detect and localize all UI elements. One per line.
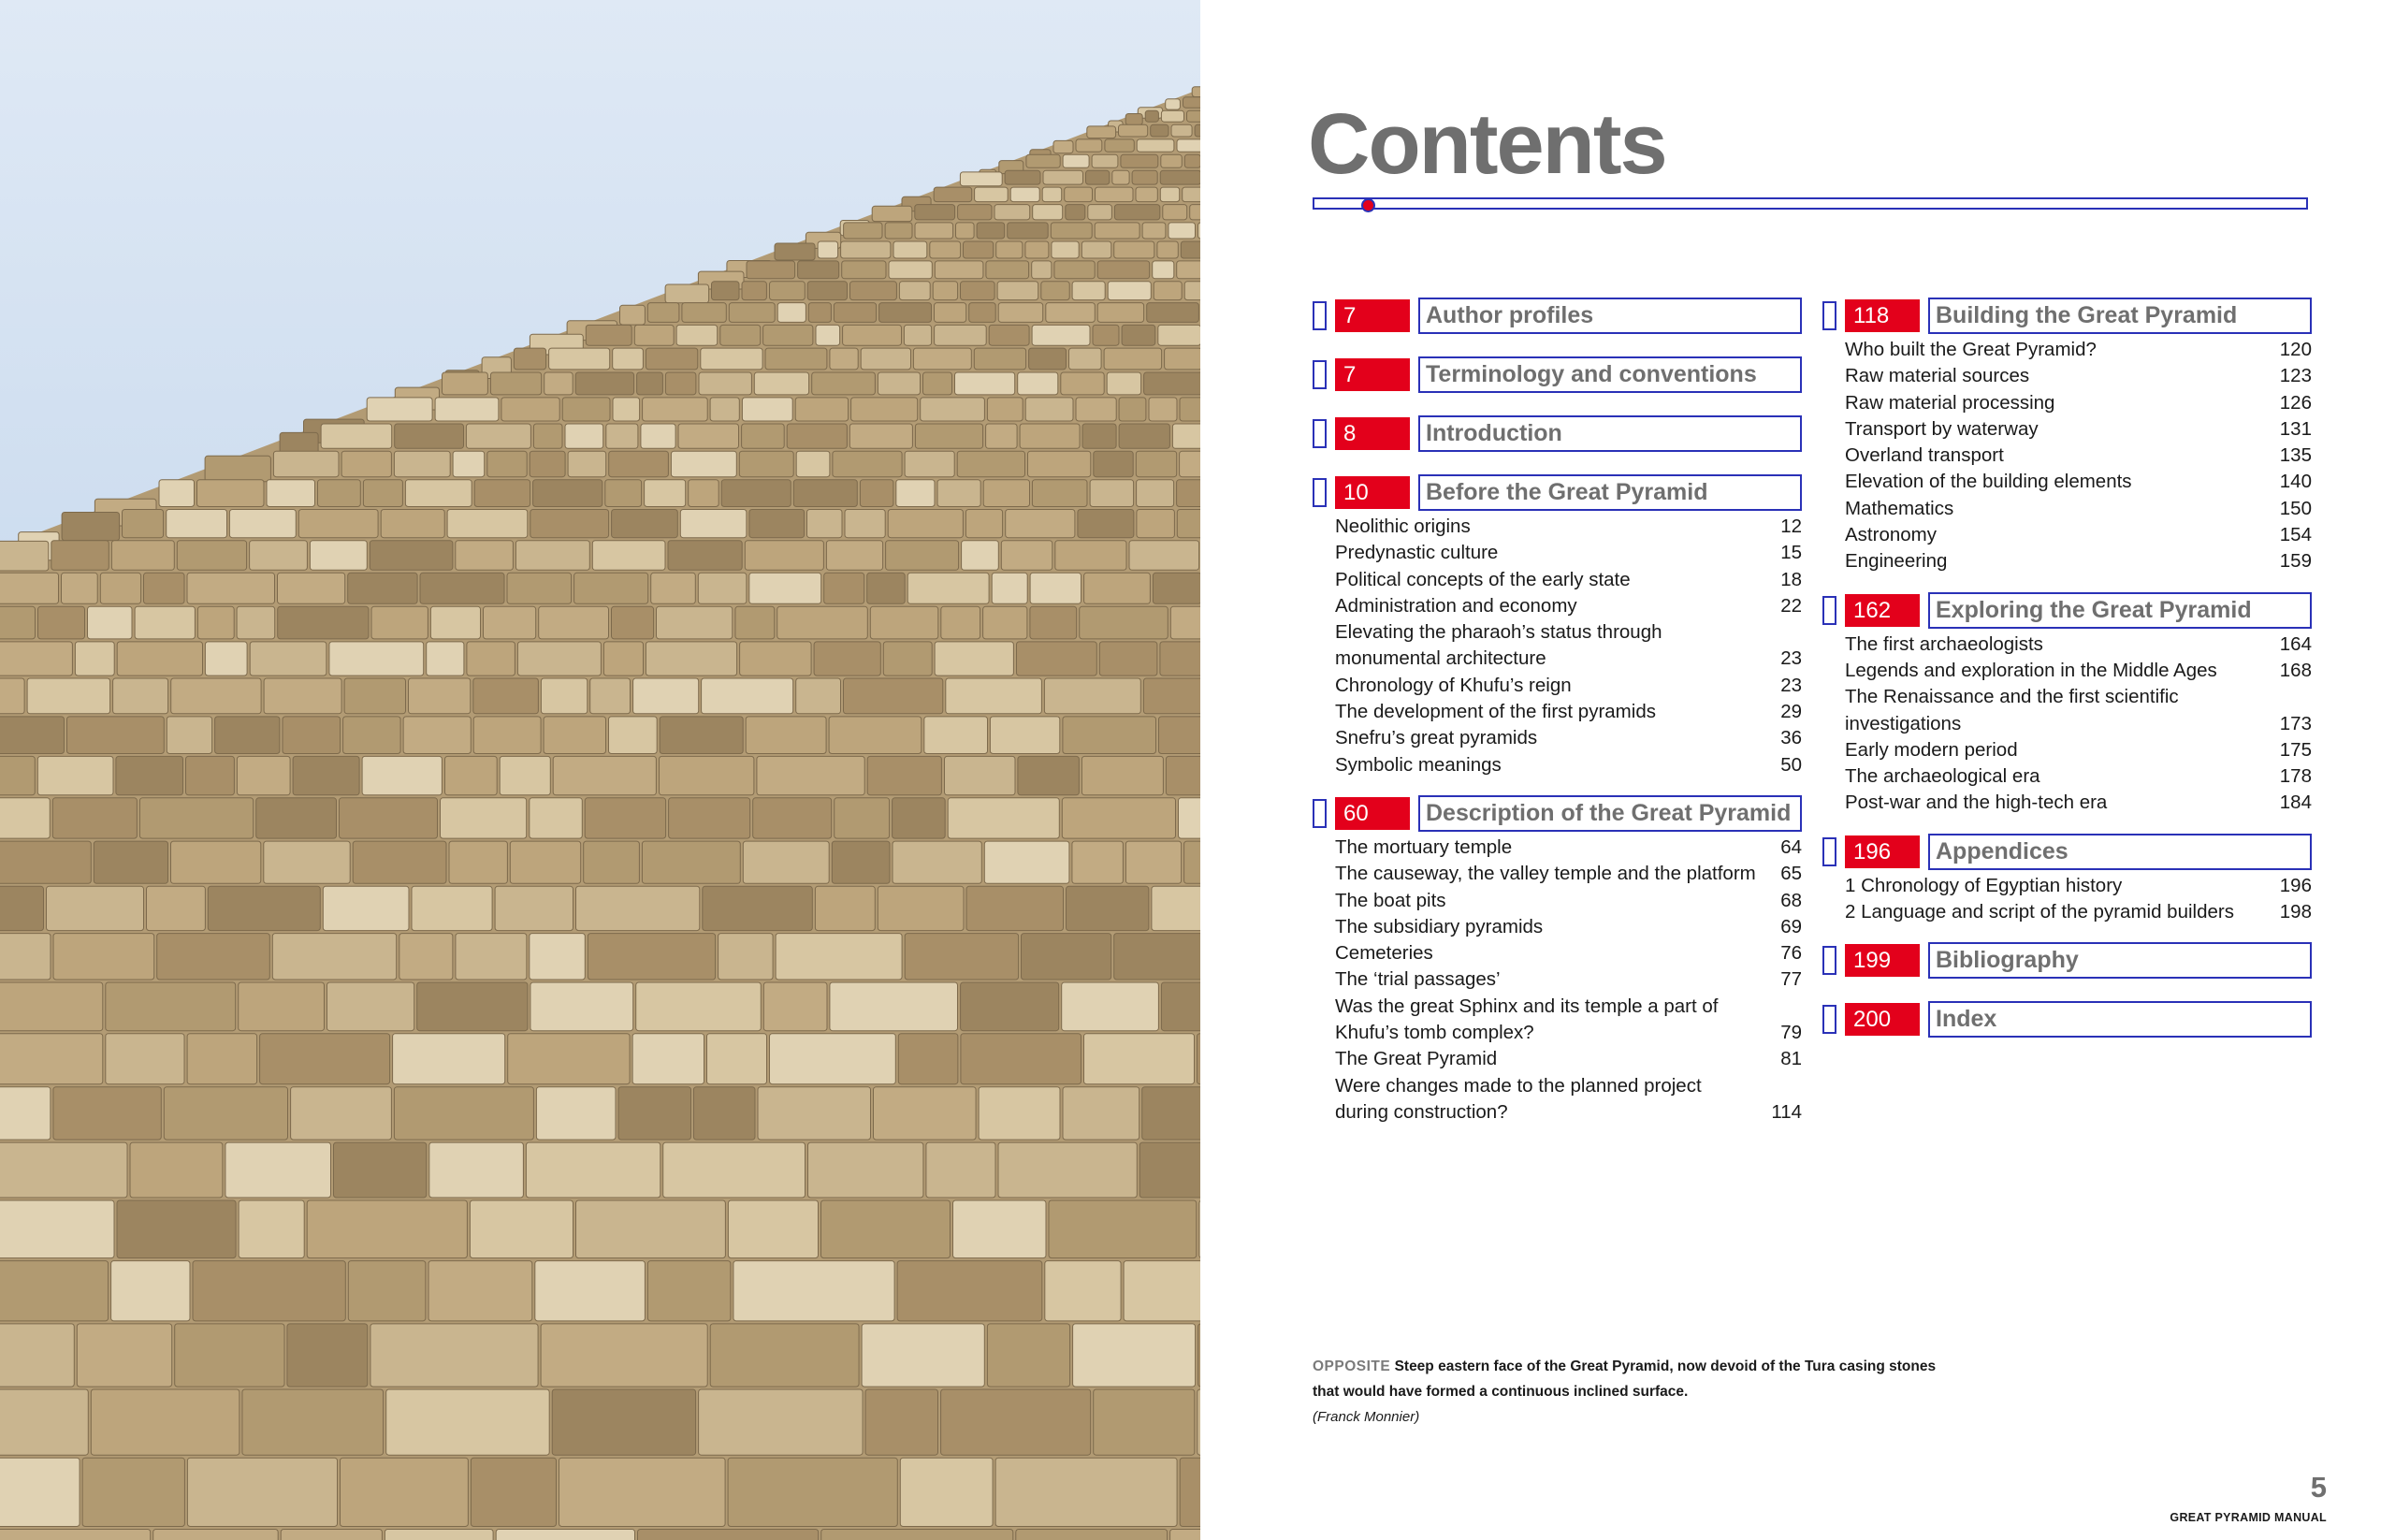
entry-title: Who built the Great Pyramid? [1845, 339, 2097, 360]
section-tick-mark [1822, 1005, 1836, 1034]
section-title: Terminology and conventions [1418, 356, 1802, 393]
contents-column-left [1313, 298, 1808, 1142]
section-entries [1822, 337, 2318, 575]
entry-page: 178 [2279, 765, 2312, 788]
section-tick-mark [1822, 596, 1836, 625]
running-footer: GREAT PYRAMID MANUAL [2170, 1511, 2327, 1524]
toc-entry[interactable] [1845, 363, 2312, 389]
section-heading[interactable] [1822, 298, 2318, 333]
toc-entry[interactable] [1845, 443, 2312, 469]
section-page-number: 60 [1335, 797, 1410, 830]
toc-entry[interactable] [1845, 790, 2312, 816]
entry-title: Neolithic origins [1335, 516, 1471, 537]
toc-entry[interactable] [1845, 763, 2312, 790]
section-heading[interactable] [1313, 415, 1808, 451]
toc-entry[interactable] [1335, 514, 1802, 540]
entry-title: Political concepts of the early state [1335, 568, 1631, 590]
entry-title: The Renaissance and the first scientific investigations [1845, 686, 2179, 734]
entry-page: 79 [1780, 1022, 1802, 1044]
entry-page: 114 [1771, 1100, 1802, 1123]
toc-entry[interactable] [1845, 548, 2312, 574]
toc-entry[interactable] [1845, 899, 2312, 925]
caption-credit: (Franck Monnier) [1313, 1409, 1420, 1425]
section-entries [1822, 873, 2318, 926]
section-tick-mark [1822, 301, 1836, 330]
entry-page: 64 [1780, 835, 1802, 858]
entry-title: 1 Chronology of Egyptian history [1845, 874, 2123, 896]
entry-page: 15 [1780, 542, 1802, 564]
section-page-number: 8 [1335, 417, 1410, 450]
section-title: Exploring the Great Pyramid [1928, 592, 2312, 629]
section-page-number: 199 [1845, 944, 1920, 977]
section-page-number: 7 [1335, 299, 1410, 332]
page-number: 5 [2310, 1471, 2327, 1504]
toc-entry[interactable] [1845, 873, 2312, 899]
entry-page: 159 [2279, 550, 2312, 573]
toc-entry[interactable] [1335, 673, 1802, 699]
section-spacer [1313, 333, 1808, 356]
toc-entry[interactable] [1335, 914, 1802, 940]
entry-title: Elevating the pharaoh’s status through monumental architecture [1335, 621, 1662, 670]
section-title: Author profiles [1418, 298, 1802, 334]
entry-page: 120 [2279, 339, 2312, 360]
section-spacer [1313, 392, 1808, 415]
entry-page: 50 [1780, 753, 1802, 776]
entry-page: 196 [2279, 874, 2312, 896]
entry-title: Early modern period [1845, 738, 2018, 761]
toc-entry[interactable] [1335, 966, 1802, 993]
section-spacer [1822, 978, 2318, 1001]
entry-page: 23 [1780, 674, 1802, 696]
entry-title: Legends and exploration in the Middle Ages [1845, 659, 2217, 681]
section-tick-mark [1313, 301, 1327, 330]
toc-entry[interactable] [1845, 416, 2312, 443]
toc-entry[interactable] [1335, 567, 1802, 593]
toc-entry[interactable] [1845, 684, 2312, 737]
entry-page: 76 [1780, 942, 1802, 965]
entry-page: 22 [1780, 594, 1802, 617]
toc-entry[interactable] [1845, 390, 2312, 416]
entry-title: Symbolic meanings [1335, 753, 1502, 776]
section-tick-mark [1313, 419, 1327, 448]
entry-title: Raw material sources [1845, 365, 2030, 387]
entry-title: Overland transport [1845, 444, 2004, 467]
toc-entry[interactable] [1335, 752, 1802, 778]
entry-page: 81 [1780, 1048, 1802, 1070]
entry-page: 173 [2279, 712, 2312, 734]
section-title: Index [1928, 1001, 2312, 1038]
section-title: Building the Great Pyramid [1928, 298, 2312, 334]
entry-title: 2 Language and script of the pyramid builders [1845, 901, 2234, 923]
section-tick-mark [1313, 799, 1327, 828]
entry-page: 164 [2279, 632, 2312, 655]
section-heading[interactable] [1822, 942, 2318, 978]
entry-page: 126 [2279, 391, 2312, 414]
contents-column-right [1822, 298, 2318, 1060]
entry-title: Predynastic culture [1335, 542, 1499, 564]
entry-title: The mortuary temple [1335, 835, 1513, 858]
entry-page: 150 [2279, 497, 2312, 519]
entry-title: Post-war and the high-tech era [1845, 792, 2108, 814]
section-tick-mark [1313, 360, 1327, 389]
section-title: Description of the Great Pyramid [1418, 795, 1802, 832]
toc-entry[interactable] [1335, 593, 1802, 619]
caption-text: Steep eastern face of the Great Pyramid, now devoid of the Tura casing stones that would have formed a continuous inclined surface. [1313, 1358, 1937, 1400]
section-page-number: 200 [1845, 1003, 1920, 1036]
section-title: Appendices [1928, 834, 2312, 870]
entry-title: Engineering [1845, 550, 1948, 573]
contents-page [1200, 0, 2395, 1540]
section-title: Introduction [1418, 415, 1802, 452]
entry-page: 12 [1780, 516, 1802, 537]
section-heading[interactable] [1313, 795, 1808, 831]
entry-page: 29 [1780, 701, 1802, 723]
section-page-number: 10 [1335, 476, 1410, 509]
entry-title: The ‘trial passages’ [1335, 968, 1501, 991]
entry-page: 18 [1780, 568, 1802, 590]
toc-entry[interactable] [1335, 835, 1802, 861]
entry-page: 65 [1780, 863, 1802, 885]
section-title: Before the Great Pyramid [1418, 474, 1802, 511]
section-page-number: 162 [1845, 594, 1920, 627]
title-rule [1313, 197, 2308, 210]
toc-entry[interactable] [1845, 496, 2312, 522]
section-entries [1313, 835, 1808, 1126]
toc-entry[interactable] [1335, 619, 1802, 673]
entry-title: The archaeological era [1845, 765, 2040, 788]
entry-page: 69 [1780, 915, 1802, 937]
entry-title: Cemeteries [1335, 942, 1433, 965]
entry-title: The Great Pyramid [1335, 1048, 1498, 1070]
entry-page: 77 [1780, 968, 1802, 991]
entry-title: Was the great Sphinx and its temple a part of Khufu’s tomb complex? [1335, 995, 1719, 1044]
toc-entry[interactable] [1335, 861, 1802, 887]
section-heading[interactable] [1313, 356, 1808, 392]
entry-title: Raw material processing [1845, 391, 2055, 414]
entry-title: The boat pits [1335, 889, 1446, 911]
toc-entry[interactable] [1335, 725, 1802, 751]
entry-title: Snefru’s great pyramids [1335, 727, 1538, 749]
photo-caption [1313, 1354, 1949, 1430]
section-title: Bibliography [1928, 942, 2312, 979]
toc-entry[interactable] [1335, 940, 1802, 966]
entry-title: The development of the first pyramids [1335, 701, 1656, 723]
caption-tag: OPPOSITE [1313, 1358, 1391, 1374]
entry-title: Elevation of the building elements [1845, 471, 2132, 493]
toc-entry[interactable] [1335, 699, 1802, 725]
entry-title: Were changes made to the planned project during construction? [1335, 1074, 1702, 1123]
entry-title: Mathematics [1845, 497, 1954, 519]
entry-page: 123 [2279, 365, 2312, 387]
section-spacer [1822, 1037, 2318, 1060]
section-page-number: 118 [1845, 299, 1920, 332]
toc-entry[interactable] [1335, 1073, 1802, 1126]
entry-page: 23 [1780, 647, 1802, 670]
entry-page: 131 [2279, 417, 2312, 440]
toc-entry[interactable] [1845, 737, 2312, 763]
entry-page: 68 [1780, 889, 1802, 911]
section-tick-mark [1313, 478, 1327, 507]
section-heading[interactable] [1822, 1001, 2318, 1037]
entry-title: The causeway, the valley temple and the platform [1335, 863, 1756, 885]
entry-page: 184 [2279, 792, 2312, 814]
page-title: Contents [1308, 96, 1666, 192]
entry-title: Astronomy [1845, 524, 1937, 546]
entry-page: 168 [2279, 659, 2312, 681]
toc-entry[interactable] [1335, 994, 1802, 1047]
section-heading[interactable] [1313, 298, 1808, 333]
entry-page: 154 [2279, 524, 2312, 546]
toc-entry[interactable] [1845, 522, 2312, 548]
toc-entry[interactable] [1845, 469, 2312, 495]
section-tick-mark [1822, 837, 1836, 866]
title-rule-marker [1361, 198, 1375, 212]
entry-title: Administration and economy [1335, 594, 1577, 617]
entry-page: 36 [1780, 727, 1802, 749]
entry-page: 198 [2279, 901, 2312, 923]
section-entries [1822, 632, 2318, 817]
section-heading[interactable] [1822, 834, 2318, 869]
entry-title: Chronology of Khufu’s reign [1335, 674, 1572, 696]
section-heading[interactable] [1313, 474, 1808, 510]
section-tick-mark [1822, 946, 1836, 975]
section-entries [1313, 514, 1808, 778]
entry-title: The subsidiary pyramids [1335, 915, 1544, 937]
toc-entry[interactable] [1335, 888, 1802, 914]
section-spacer [1313, 451, 1808, 474]
toc-entry[interactable] [1845, 658, 2312, 684]
toc-entry[interactable] [1335, 540, 1802, 566]
section-page-number: 7 [1335, 358, 1410, 391]
toc-entry[interactable] [1845, 632, 2312, 658]
entry-page: 140 [2279, 471, 2312, 493]
section-heading[interactable] [1822, 592, 2318, 628]
entry-title: The first archaeologists [1845, 632, 2043, 655]
entry-page: 175 [2279, 738, 2312, 761]
toc-entry[interactable] [1845, 337, 2312, 363]
section-page-number: 196 [1845, 835, 1920, 868]
toc-entry[interactable] [1335, 1046, 1802, 1072]
entry-page: 135 [2279, 444, 2312, 467]
entry-title: Transport by waterway [1845, 417, 2039, 440]
